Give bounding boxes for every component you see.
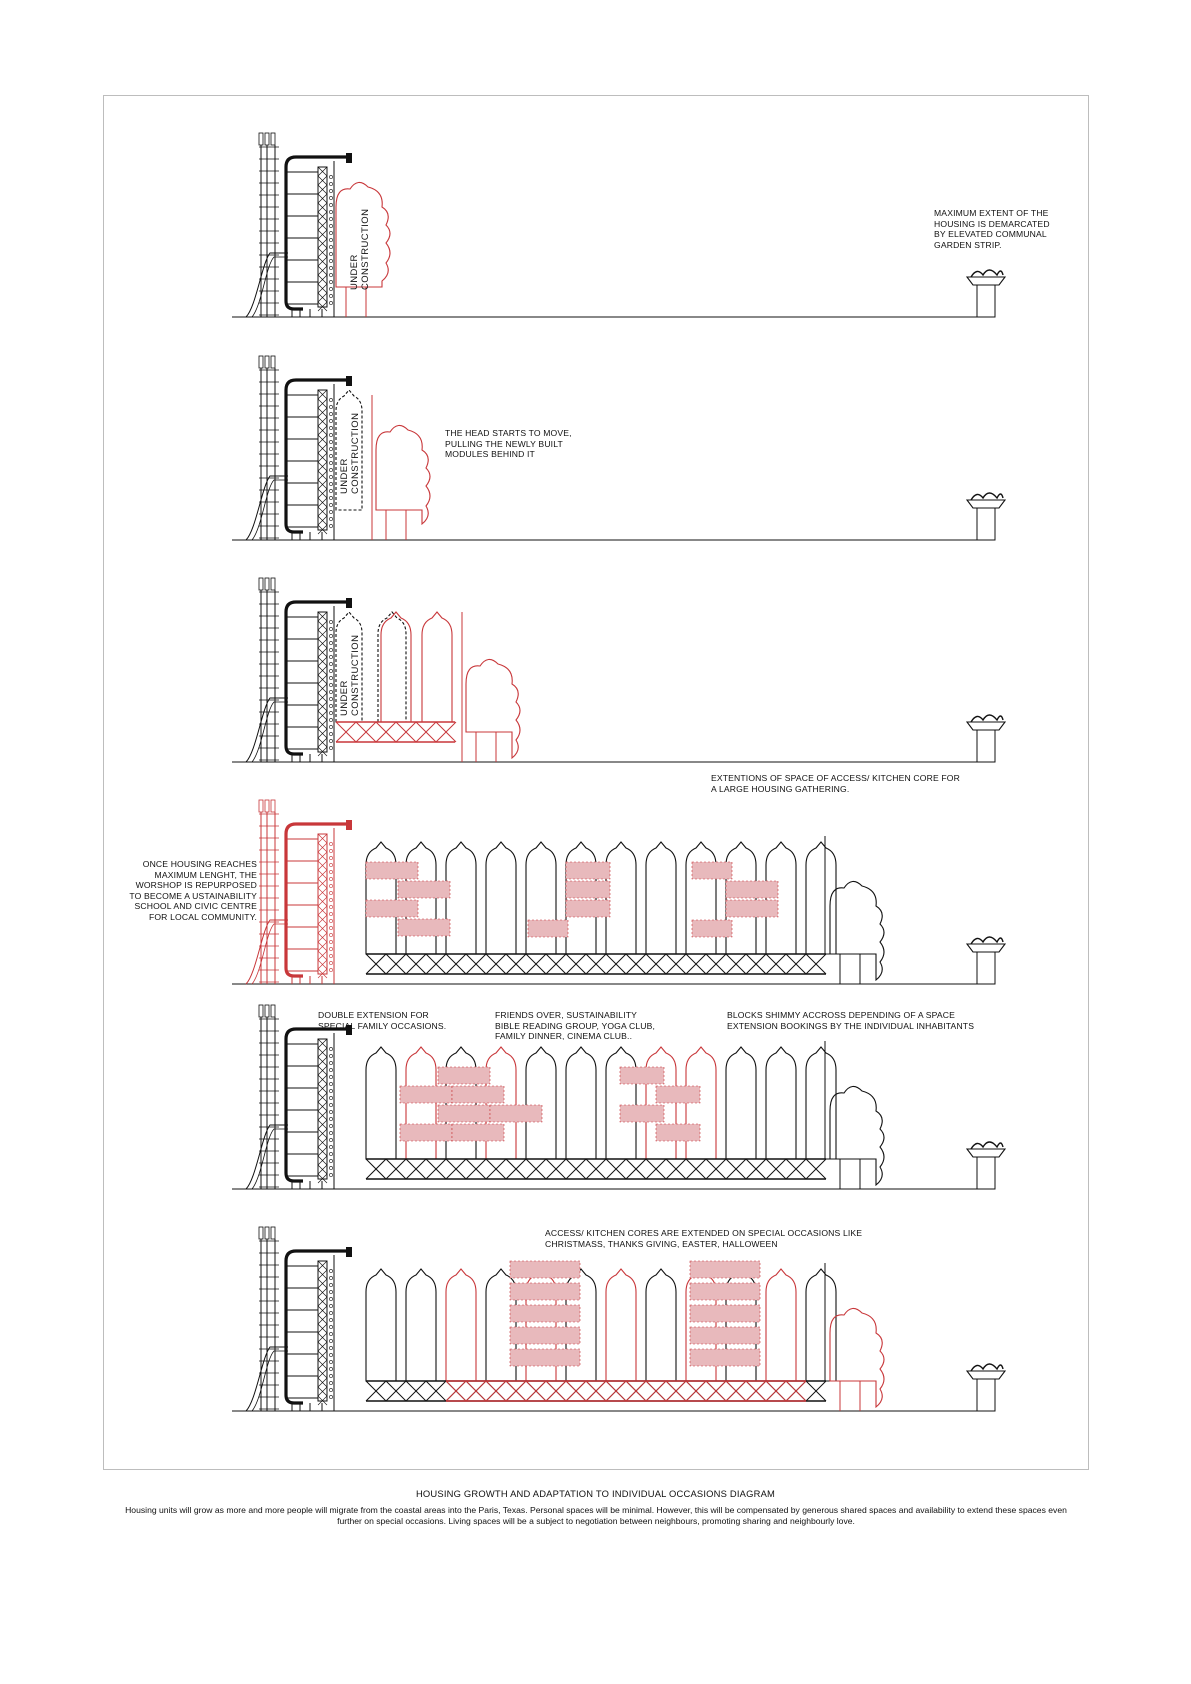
extension-block — [452, 1086, 504, 1103]
diagram-description: Housing units will grow as more and more people will migrate from the coastal areas into the Paris, Texas. Personal spaces will be minimal. However, this will be compensated by generous shared spaces and availability to extend these spaces even further on special occasions. Living spaces will be a subject to negotiation between neighbours, promoting sharing and neighbourly love. — [125, 1505, 1067, 1526]
extension-block — [510, 1261, 580, 1278]
housing-module — [766, 1269, 796, 1381]
housing-module — [366, 1269, 396, 1381]
lead-module — [830, 1308, 884, 1411]
extension-block — [690, 1305, 760, 1322]
extension-block — [620, 1105, 664, 1122]
note-demarcation: MAXIMUM EXTENT OF THE HOUSING IS DEMARCATED BY ELEVATED COMMUNAL GARDEN STRIP. — [934, 208, 1050, 250]
diagram-title: HOUSING GROWTH AND ADAPTATION TO INDIVIDUAL OCCASIONS DIAGRAM — [415, 1488, 776, 1499]
housing-module — [366, 1047, 396, 1159]
extension-block — [566, 900, 610, 917]
extension-block — [620, 1067, 664, 1084]
braced-deck — [446, 1381, 806, 1401]
extension-block — [438, 1067, 490, 1084]
extension-block — [566, 862, 610, 879]
stage-1 — [232, 133, 1005, 317]
braced-deck — [366, 1159, 826, 1179]
garden-strip — [967, 715, 1005, 762]
note-friends-over: FRIENDS OVER, SUSTAINABILITY BIBLE READING GROUP, YOGA CLUB, FAMILY DINNER, CINEMA CLUB.. — [495, 1010, 656, 1041]
extension-block — [690, 1349, 760, 1366]
under-construction-label-1: UNDER CONSTRUCTION — [349, 208, 371, 290]
garden-strip — [967, 493, 1005, 540]
extension-block — [692, 920, 732, 937]
extension-block — [400, 1086, 452, 1103]
extension-block — [400, 1124, 452, 1141]
housing-module — [766, 1047, 796, 1159]
extension-block — [366, 862, 418, 879]
scaffold-tower — [259, 356, 279, 540]
extension-block — [656, 1086, 700, 1103]
extension-block — [566, 881, 610, 898]
housing-module — [726, 1047, 756, 1159]
housing-module — [606, 1269, 636, 1381]
housing-module — [606, 1047, 636, 1159]
extension-block — [490, 1105, 542, 1122]
housing-module — [806, 1269, 836, 1381]
extension-block — [726, 900, 778, 917]
note-head-moves: THE HEAD STARTS TO MOVE, PULLING THE NEWLY BUILT MODULES BEHIND IT — [445, 428, 572, 459]
housing-module — [646, 842, 676, 954]
extension-block — [452, 1124, 504, 1141]
extension-block — [510, 1349, 580, 1366]
extension-block — [528, 920, 568, 937]
housing-module — [806, 842, 836, 954]
stage-6 — [232, 1227, 1005, 1411]
extension-block — [438, 1105, 490, 1122]
garden-strip — [967, 937, 1005, 984]
note-double-extension: DOUBLE EXTENSION FOR SPECIAL FAMILY OCCASIONS. — [318, 1010, 447, 1031]
housing-module — [566, 1047, 596, 1159]
extension-block — [398, 919, 450, 936]
extension-block — [510, 1327, 580, 1344]
lead-module — [830, 1086, 884, 1189]
extension-block — [656, 1124, 700, 1141]
note-workshop-repurposed: ONCE HOUSING REACHES MAXIMUM LENGHT, THE WORSHOP IS REPURPOSED TO BECOME A USTAINABILITY SCHOOL AND CIVIC CENTRE FOR LOCAL COMMUNITY. — [129, 859, 257, 922]
garden-strip — [967, 270, 1005, 317]
scaffold-tower — [259, 133, 279, 317]
under-construction-label-3: UNDER CONSTRUCTION — [339, 634, 361, 716]
extension-block — [510, 1305, 580, 1322]
housing-module — [486, 842, 516, 954]
housing-module — [446, 1269, 476, 1381]
housing-module — [526, 1047, 556, 1159]
scaffold-tower — [259, 1005, 279, 1189]
note-blocks-shimmy: BLOCKS SHIMMY ACCROSS DEPENDING OF A SPACE EXTENSION BOOKINGS BY THE INDIVIDUAL INHABITANTS — [727, 1010, 975, 1031]
garden-strip — [967, 1364, 1005, 1411]
housing-module — [606, 842, 636, 954]
extension-block — [726, 881, 778, 898]
note-core-extension: EXTENTIONS OF SPACE OF ACCESS/ KITCHEN CORE FOR A LARGE HOUSING GATHERING. — [711, 773, 960, 794]
housing-module — [646, 1269, 676, 1381]
under-construction-label-2: UNDER CONSTRUCTION — [339, 412, 361, 494]
scaffold-tower — [259, 1227, 279, 1411]
braced-deck — [366, 954, 826, 974]
extension-block — [690, 1327, 760, 1344]
garden-strip — [967, 1142, 1005, 1189]
braced-deck — [336, 722, 456, 742]
stage-4 — [232, 800, 1005, 984]
lead-module — [830, 881, 884, 984]
extension-block — [366, 900, 418, 917]
extension-block — [398, 881, 450, 898]
note-occasions: ACCESS/ KITCHEN CORES ARE EXTENDED ON SPECIAL OCCASIONS LIKE CHRISTMASS, THANKS GIVING, EASTER, HALLOWEEN — [545, 1228, 863, 1249]
extension-block — [690, 1283, 760, 1300]
extension-block — [690, 1261, 760, 1278]
scaffold-tower — [259, 800, 279, 984]
housing-module — [422, 612, 452, 722]
extension-block — [692, 862, 732, 879]
lead-module — [466, 659, 520, 762]
housing-module — [366, 842, 396, 954]
housing-module — [406, 1269, 436, 1381]
extension-block — [510, 1283, 580, 1300]
scaffold-tower — [259, 578, 279, 762]
lead-module — [376, 425, 430, 540]
housing-module — [446, 842, 476, 954]
housing-module — [806, 1047, 836, 1159]
